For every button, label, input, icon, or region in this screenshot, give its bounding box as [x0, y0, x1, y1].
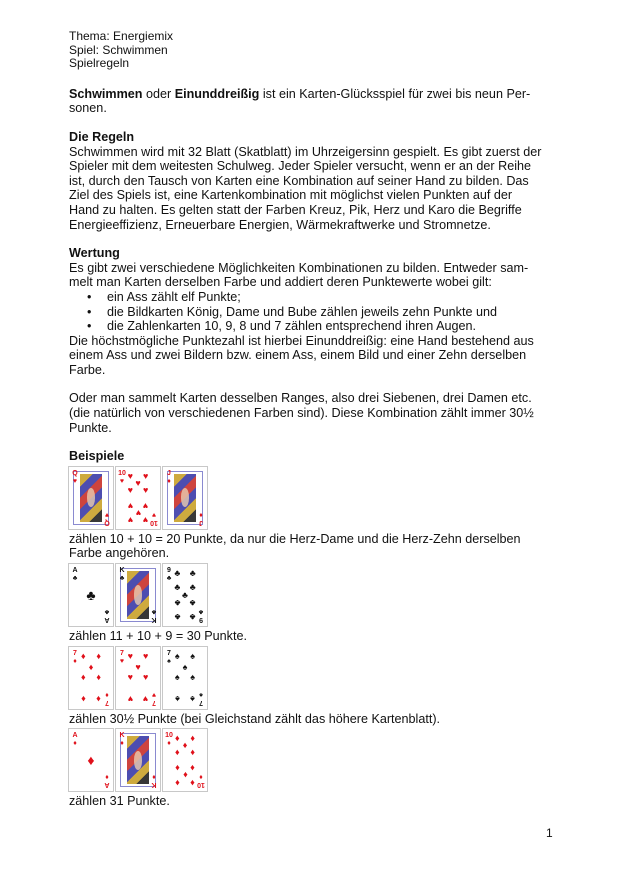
- card-pip-icon: ♥: [127, 470, 133, 481]
- document-header: [69, 30, 569, 71]
- playing-card: [165, 566, 205, 624]
- example-caption-line: zählen 30½ Punkte (bei Gleichstand zählt das höhere Kartenblatt).: [69, 711, 441, 726]
- playing-card: [165, 469, 205, 527]
- example-caption: [69, 712, 569, 727]
- card-pip-icon: ♦: [190, 762, 195, 773]
- wertung-bullet-list: [69, 290, 569, 334]
- examples-list: [69, 466, 569, 809]
- wertung-max-line: einem Ass und zwei Bildern bzw. einem Ass, einem Bild und einer Zehn derselben: [69, 348, 527, 363]
- card-rank: 7: [105, 698, 109, 706]
- card-pip-icon: ♠: [190, 672, 196, 683]
- wertung-text-line: Es gibt zwei verschiedene Möglichkeiten Kombinationen zu bilden. Entweder sam-: [69, 260, 529, 275]
- card-rank: A: [104, 781, 110, 789]
- card-suit-icon: ♥: [72, 477, 78, 485]
- card-pip-icon: ♥: [135, 477, 141, 488]
- card-frame: [68, 466, 114, 530]
- example-caption: [69, 629, 569, 644]
- card-rank: 7: [167, 649, 171, 657]
- card-frame: [162, 646, 208, 710]
- card-pip-icon: ♥: [127, 500, 133, 511]
- card-suit-icon: ♥: [151, 690, 157, 698]
- card-pip-icon: ♥: [127, 693, 133, 704]
- card-pip-icon: ♥: [143, 693, 149, 704]
- card-suit-icon: ♠: [167, 657, 171, 665]
- card-rank: 9: [167, 567, 171, 575]
- card-pip-icon: ♦: [190, 777, 195, 788]
- card-corner-index: [103, 510, 111, 526]
- card-pip-icon: ♦: [96, 651, 101, 662]
- card-frame: [115, 466, 161, 530]
- card-suit-icon: ♦: [73, 740, 77, 748]
- card-pip-icon: ♣: [174, 612, 181, 623]
- card-suit-icon: ♣: [72, 575, 78, 583]
- card-frame: [115, 563, 161, 627]
- section-wertung: [69, 246, 569, 435]
- card-corner-index: [197, 607, 205, 623]
- playing-card: [118, 731, 158, 789]
- wertung-max-line: Farbe.: [69, 362, 106, 377]
- card-suit-icon: ♥: [119, 657, 125, 665]
- card-corner-index: [103, 690, 111, 706]
- card-pip-icon: ♣: [174, 582, 181, 593]
- wertung-rank-paragraph: [69, 391, 569, 435]
- card-corner-index: [165, 567, 173, 583]
- face-card-artwork: [80, 474, 102, 522]
- face-card-artwork: [174, 474, 196, 522]
- card-rank: Q: [72, 469, 78, 477]
- card-rank: 10: [165, 732, 173, 740]
- card-pip-icon: ♣: [86, 587, 96, 604]
- card-corner-index: [118, 567, 126, 583]
- card-pip-icon: ♠: [190, 651, 196, 662]
- card-pip-icon: ♠: [190, 693, 196, 704]
- card-pip-area: [80, 569, 102, 621]
- card-pip-icon: ♦: [175, 747, 180, 758]
- card-rank: K: [151, 616, 157, 624]
- card-rank: J: [167, 469, 171, 477]
- card-rank: A: [72, 732, 78, 740]
- card-pip-area: [174, 734, 196, 786]
- card-corner-index: [150, 690, 158, 706]
- card-pip-icon: ♥: [143, 672, 149, 683]
- card-suit-icon: ♣: [198, 608, 204, 616]
- card-corner-index: [165, 650, 173, 666]
- intro-text-rest: ist ein Karten-Glücksspiel für zwei bis neun Per-: [259, 86, 531, 101]
- card-corner-index: [118, 650, 126, 666]
- card-suit-icon: ♦: [167, 740, 171, 748]
- document-page: [69, 30, 569, 809]
- intro-line-1: [69, 87, 569, 102]
- wertung-rank-line: Oder man sammelt Karten desselben Ranges, also drei Siebenen, drei Damen etc.: [69, 391, 532, 406]
- card-corner-index: [103, 772, 111, 788]
- regeln-text-line: Spieler mit dem weitesten Schulweg. Jeder Spieler versucht, wenn er an der Reihe: [69, 159, 532, 174]
- heading-wertung: Wertung: [69, 246, 120, 261]
- wertung-bullet-item: • ein Ass zählt elf Punkte;: [107, 290, 569, 305]
- playing-card: [71, 566, 111, 624]
- card-rank: K: [119, 567, 125, 575]
- card-corner-index: [197, 690, 205, 706]
- intro-bold-einunddreissig: Einunddreißig: [174, 86, 260, 101]
- card-rank: 10: [118, 469, 126, 477]
- section-regeln: [69, 130, 569, 232]
- topic-line: Thema: Energiemix: [69, 29, 174, 43]
- card-pip-area: [127, 652, 149, 704]
- card-corner-index: [197, 510, 205, 526]
- regeln-text-line: Energieeffizienz, Erneuerbare Energien, Wärmekraftwerke und Stromnetze.: [69, 217, 491, 232]
- wertung-rank-line: Punkte.: [69, 420, 112, 435]
- intro-text-line2: sonen.: [69, 101, 107, 116]
- card-corner-index: [71, 732, 79, 748]
- card-suit-icon: ♥: [151, 510, 157, 518]
- card-suit-icon: ♣: [104, 608, 110, 616]
- card-frame: [162, 563, 208, 627]
- card-pip-icon: ♠: [174, 672, 180, 683]
- card-pip-icon: ♦: [81, 651, 86, 662]
- card-pip-icon: ♥: [143, 500, 149, 511]
- playing-card: [71, 469, 111, 527]
- card-pip-icon: ♦: [96, 672, 101, 683]
- card-pip-icon: ♠: [182, 661, 188, 672]
- heading-regeln: Die Regeln: [69, 129, 135, 144]
- card-corner-index: [150, 772, 158, 788]
- card-frame: [68, 563, 114, 627]
- card-corner-index: [118, 470, 126, 486]
- card-pip-icon: ♥: [135, 507, 141, 518]
- page-number: 1: [546, 826, 553, 840]
- card-corner-index: [165, 732, 173, 748]
- card-corner-index: [150, 607, 158, 623]
- card-rank: 7: [152, 698, 156, 706]
- card-frame: [68, 728, 114, 792]
- intro-text-oder: oder: [142, 86, 175, 101]
- card-rank: Q: [104, 518, 110, 526]
- card-corner-index: [197, 772, 205, 788]
- game-line: Spiel: Schwimmen: [69, 42, 168, 57]
- card-suit-icon: ♦: [120, 740, 124, 748]
- card-rank: J: [199, 518, 203, 526]
- card-rank: A: [72, 567, 78, 575]
- card-pip-icon: ♥: [143, 485, 149, 496]
- card-suit-icon: ♥: [104, 510, 110, 518]
- example-caption: [69, 794, 569, 809]
- card-corner-index: [71, 470, 79, 486]
- card-frame: [68, 646, 114, 710]
- card-pip-icon: ♥: [143, 470, 149, 481]
- wertung-max-paragraph: [69, 334, 569, 378]
- card-pip-area: [80, 734, 102, 786]
- card-rank: 7: [120, 649, 124, 657]
- card-rank: K: [119, 732, 125, 740]
- example-caption-line: zählen 31 Punkte.: [69, 794, 170, 809]
- card-suit-icon: ♦: [73, 657, 77, 665]
- card-frame: [115, 646, 161, 710]
- card-pip-icon: ♥: [127, 485, 133, 496]
- face-card-artwork: [127, 571, 149, 619]
- regeln-paragraph: [69, 145, 569, 233]
- card-suit-icon: ♥: [119, 477, 125, 485]
- card-pip-icon: ♥: [127, 651, 133, 662]
- card-pip-icon: ♦: [88, 661, 94, 672]
- card-suit-icon: ♣: [151, 608, 157, 616]
- card-suit-icon: ♣: [119, 575, 125, 583]
- card-corner-index: [118, 732, 126, 748]
- card-pip-area: [174, 569, 196, 621]
- card-pip-icon: ♥: [143, 651, 149, 662]
- card-pip-icon: ♠: [174, 651, 180, 662]
- card-frame: [162, 466, 208, 530]
- card-pip-icon: ♣: [189, 567, 196, 578]
- playing-card: [118, 469, 158, 527]
- card-pip-icon: ♠: [174, 693, 180, 704]
- card-pip-icon: ♥: [127, 515, 133, 526]
- card-corner-index: [150, 510, 158, 526]
- card-pip-icon: ♣: [189, 612, 196, 623]
- card-rank: 7: [199, 698, 203, 706]
- card-pip-icon: ♦: [175, 732, 180, 743]
- card-suit-icon: ♦: [152, 773, 156, 781]
- card-rank: 9: [199, 616, 203, 624]
- card-frame: [115, 728, 161, 792]
- playing-card: [165, 731, 205, 789]
- heading-beispiele: Beispiele: [69, 449, 125, 464]
- card-hand: [68, 728, 569, 792]
- wertung-paragraph: [69, 261, 569, 290]
- card-rank: 7: [73, 649, 77, 657]
- card-pip-icon: ♦: [190, 747, 195, 758]
- playing-card: [71, 649, 111, 707]
- card-pip-icon: ♦: [87, 752, 95, 769]
- card-suit-icon: ♦: [199, 773, 203, 781]
- face-card-artwork: [127, 736, 149, 784]
- example-caption-line: Farbe angehören.: [69, 546, 170, 561]
- card-pip-area: [80, 652, 102, 704]
- card-pip-icon: ♦: [81, 672, 86, 683]
- example-caption-line: zählen 10 + 10 = 20 Punkte, da nur die Herz-Dame und die Herz-Zehn derselben: [69, 531, 521, 546]
- intro-paragraph: [69, 87, 569, 116]
- card-pip-area: [127, 472, 149, 524]
- playing-card: [118, 649, 158, 707]
- card-rank: 10: [197, 781, 205, 789]
- card-suit-icon: ♦: [167, 477, 171, 485]
- card-pip-icon: ♦: [96, 693, 101, 704]
- card-pip-icon: ♦: [175, 762, 180, 773]
- example-caption-line: zählen 11 + 10 + 9 = 30 Punkte.: [69, 629, 247, 644]
- rules-title-line: Spielregeln: [69, 56, 130, 71]
- wertung-rank-line: (die natürlich von verschiedenen Farben sind). Diese Kombination zählt immer 30½: [69, 406, 534, 421]
- regeln-text-line: ist, durch den Tausch von Karten eine Kombination auf seiner Hand zu bilden. Das: [69, 173, 529, 188]
- card-corner-index: [165, 470, 173, 486]
- card-pip-icon: ♣: [189, 597, 196, 608]
- card-suit-icon: ♣: [166, 575, 172, 583]
- card-rank: 10: [150, 518, 158, 526]
- card-hand: [68, 646, 569, 710]
- card-pip-icon: ♥: [127, 672, 133, 683]
- card-hand: [68, 563, 569, 627]
- card-corner-index: [71, 650, 79, 666]
- example-caption: [69, 532, 569, 561]
- card-suit-icon: ♠: [199, 690, 203, 698]
- card-hand: [68, 466, 569, 530]
- wertung-bullet-item: • die Zahlenkarten 10, 9, 8 und 7 zählen entsprechend ihren Augen.: [107, 319, 569, 334]
- card-suit-icon: ♦: [105, 690, 109, 698]
- card-corner-index: [71, 567, 79, 583]
- wertung-max-line: Die höchstmögliche Punktezahl ist hierbei Einunddreißig: eine Hand bestehend aus: [69, 333, 534, 348]
- intro-bold-schwimmen: Schwimmen: [69, 86, 143, 101]
- card-rank: K: [151, 781, 157, 789]
- card-pip-icon: ♦: [81, 693, 86, 704]
- playing-card: [118, 566, 158, 624]
- wertung-text-line: melt man Karten derselben Farbe und addiert deren Punktewerte wobei gilt:: [69, 275, 492, 290]
- card-pip-icon: ♥: [143, 515, 149, 526]
- card-pip-icon: ♣: [174, 567, 181, 578]
- card-frame: [162, 728, 208, 792]
- section-beispiele: [69, 449, 569, 809]
- card-pip-icon: ♦: [182, 770, 188, 781]
- card-pip-icon: ♣: [174, 597, 181, 608]
- card-pip-icon: ♣: [189, 582, 196, 593]
- playing-card: [71, 731, 111, 789]
- card-suit-icon: ♦: [105, 773, 109, 781]
- playing-card: [165, 649, 205, 707]
- card-rank: A: [104, 616, 110, 624]
- card-pip-icon: ♦: [190, 732, 195, 743]
- card-suit-icon: ♦: [199, 510, 203, 518]
- card-pip-icon: ♦: [175, 777, 180, 788]
- card-pip-icon: ♥: [135, 661, 141, 672]
- regeln-text-line: Hand zu halten. Es gelten statt der Farben Kreuz, Pik, Herz und Karo die Begriffe: [69, 202, 522, 217]
- wertung-bullet-item: • die Bildkarten König, Dame und Bube zählen jeweils zehn Punkte und: [107, 305, 569, 320]
- card-pip-icon: ♦: [182, 740, 188, 751]
- card-corner-index: [103, 607, 111, 623]
- card-pip-area: [174, 652, 196, 704]
- regeln-text-line: Ziel des Spiels ist, eine Kartenkombination mit möglichst vielen Punkten auf der: [69, 188, 513, 203]
- card-pip-icon: ♣: [182, 589, 188, 600]
- regeln-text-line: Schwimmen wird mit 32 Blatt (Skatblatt) im Uhrzeigersinn gespielt. Es gibt zuerst der: [69, 144, 542, 159]
